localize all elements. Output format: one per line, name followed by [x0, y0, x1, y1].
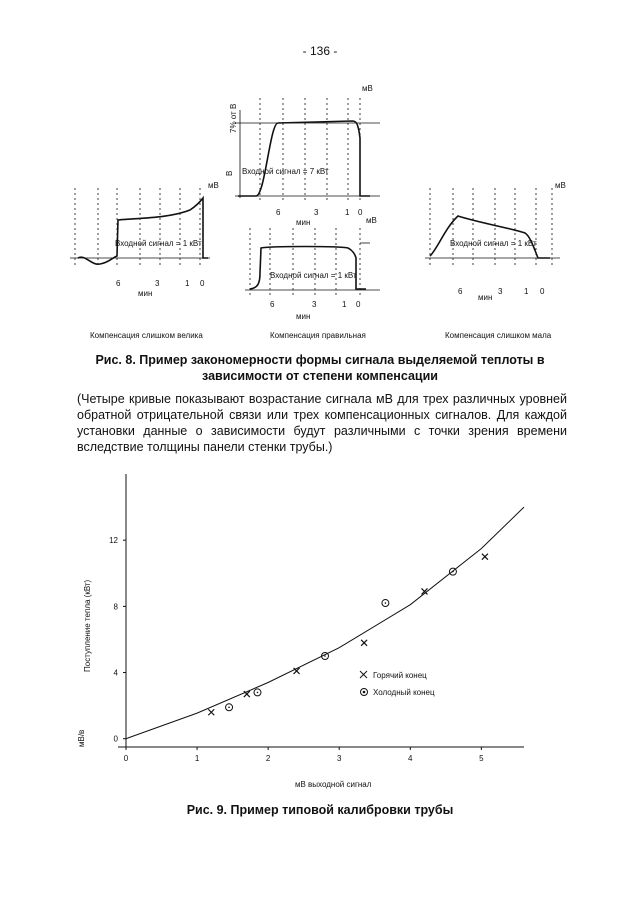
legend-cold-marker: [361, 689, 368, 696]
figure-9-caption: Рис. 9. Пример типовой калибровки трубы: [186, 803, 454, 817]
figure-8-caption-line-2: зависимости от степени компенсации: [202, 369, 438, 383]
left-tick-6: 6: [116, 279, 121, 288]
top-center-time-unit: мин: [296, 218, 311, 227]
right-tick-1: 1: [524, 287, 529, 296]
bottom-center-unit: мВ: [366, 216, 377, 225]
x-tick-label: 2: [265, 754, 271, 763]
left-footer: Компенсация слишком велика: [90, 331, 203, 340]
left-time-unit: мин: [138, 289, 153, 298]
page-number: - 136 -: [302, 44, 338, 58]
y-tick-label: 0: [113, 734, 118, 744]
corner-label: мВ/в: [77, 729, 86, 747]
bottom-center-time-unit: мин: [296, 312, 311, 321]
left-tick-0: 0: [200, 279, 205, 288]
panel-bottom-center: [245, 228, 380, 298]
top-center-unit: мВ: [362, 84, 373, 93]
y-tick-label: 4: [113, 668, 118, 678]
figure-9-calibration-chart: [78, 462, 548, 802]
cold-end-point-center: [385, 602, 387, 604]
hot-end-point: [361, 640, 367, 646]
legend-cold-label: Холодный конец: [373, 688, 435, 697]
x-tick-label: 5: [479, 754, 484, 763]
left-label: Входной сигнал = 1 кВт: [115, 239, 202, 248]
top-center-tick-0: 0: [358, 208, 363, 217]
y-tick-label: 8: [113, 602, 118, 612]
right-time-unit: мин: [478, 293, 493, 302]
figure-8-caption: [0, 352, 640, 384]
right-footer: Компенсация слишком мала: [445, 331, 552, 340]
right-unit: мВ: [555, 181, 566, 190]
center-footer: Компенсация правильная: [270, 331, 366, 340]
cold-end-point-center: [257, 692, 259, 694]
bottom-center-tick-0: 0: [356, 300, 361, 309]
bottom-center-tick-3: 3: [312, 300, 317, 309]
top-center-side-b: 7% от В: [229, 103, 238, 133]
figure-8-signal-shapes: [60, 78, 580, 348]
x-axis-label: мВ выходной сигнал: [295, 780, 372, 789]
cold-end-point-center: [228, 706, 230, 708]
x-tick-label: 1: [194, 754, 200, 763]
top-center-side-a: В: [225, 170, 234, 176]
left-tick-1: 1: [185, 279, 190, 288]
left-unit: мВ: [208, 181, 219, 190]
hot-end-point: [208, 709, 214, 715]
right-label: Входной сигнал = 1 кВт: [450, 239, 537, 248]
panel-right: [425, 188, 560, 268]
x-tick-label: 3: [336, 754, 342, 763]
left-tick-3: 3: [155, 279, 160, 288]
y-tick-label: 12: [109, 536, 118, 546]
panel-left: [70, 188, 210, 268]
legend-hot-marker: [360, 671, 367, 678]
top-center-label: Входной сигнал = 7 кВт: [242, 167, 329, 176]
legend-hot-label: Горячий конец: [373, 671, 427, 680]
panel-top-center: [235, 98, 380, 203]
bottom-center-label: Входной сигнал = 1 кВт: [270, 271, 357, 280]
cold-end-point-center: [324, 655, 326, 657]
cold-end-point-center: [452, 571, 454, 573]
y-axis-label: Поступление тепла (кВт): [83, 579, 92, 672]
calibration-curve: [126, 507, 524, 739]
right-tick-6: 6: [458, 287, 463, 296]
top-center-tick-6: 6: [276, 208, 281, 217]
figure-8-caption-line-1: Рис. 8. Пример закономерности формы сигнала выделяемой теплоты в: [95, 353, 545, 367]
body-paragraph: (Четыре кривые показывают возрастание сигнала мВ для трех различных уровней обратной отрицательной связи или трех компенсационных сигналов. Для каждой установки данные о зависимости будут различными с точки зрения времени вследствие толщины панели стенки трубы.): [77, 392, 567, 454]
bottom-center-tick-6: 6: [270, 300, 275, 309]
top-center-tick-1: 1: [345, 208, 350, 217]
top-center-tick-3: 3: [314, 208, 319, 217]
right-tick-3: 3: [498, 287, 503, 296]
hot-end-point: [482, 554, 488, 560]
right-tick-0: 0: [540, 287, 545, 296]
bottom-center-tick-1: 1: [342, 300, 347, 309]
x-tick-label: 0: [123, 754, 129, 763]
x-tick-label: 4: [408, 754, 413, 763]
